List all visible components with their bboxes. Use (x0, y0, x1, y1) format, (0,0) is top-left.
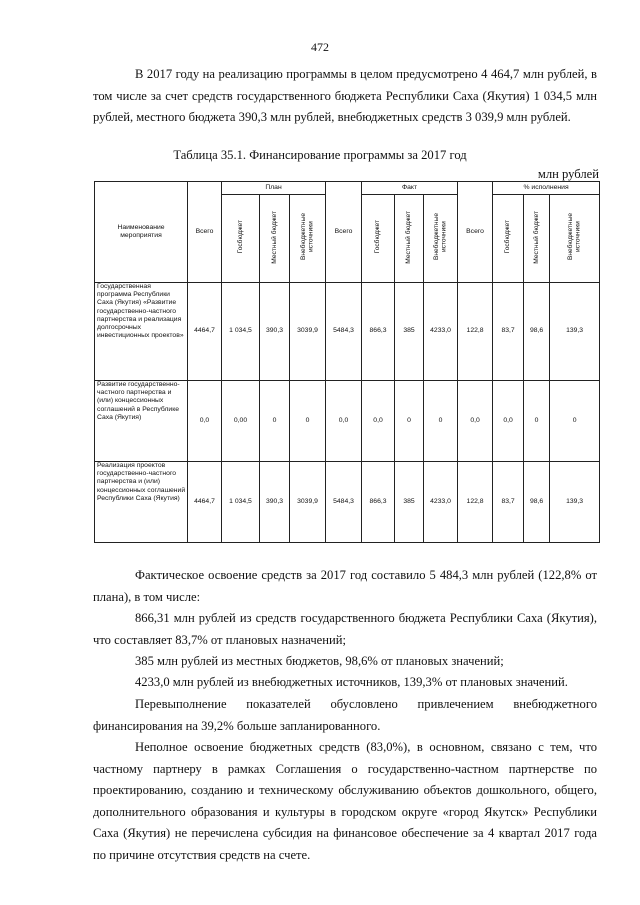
cell-value: 3039,9 (290, 462, 326, 543)
cell-value: 0 (260, 381, 290, 462)
header-plan-extra: Внебюджетные источники (290, 195, 326, 283)
header-fact: Факт (362, 182, 458, 195)
header-plan: План (222, 182, 326, 195)
cell-value: 1 034,5 (222, 283, 260, 381)
row-name: Развитие государственно-частного партнерства и (или) концессионных соглашений в Республике Саха (Якутия) (95, 381, 188, 462)
cell-value: 0,0 (326, 381, 362, 462)
cell-value: 1 034,5 (222, 462, 260, 543)
cell-value: 0 (395, 381, 424, 462)
cell-value: 385 (395, 283, 424, 381)
body-paragraph-local-budget: 385 млн рублей из местных бюджетов, 98,6% от плановых значений; (135, 654, 504, 668)
header-plan-local: Местный бюджет (260, 195, 290, 283)
table-units: млн рублей (537, 167, 599, 181)
cell-value: 98,6 (524, 283, 550, 381)
cell-value: 5484,3 (326, 283, 362, 381)
intro-paragraph: В 2017 году на реализацию программы в целом предусмотрено 4 464,7 млн рублей, в том числе за счет средств государственного бюджета Республики Саха (Якутия) 1 034,5 млн рублей, местного бюджета 390,3 млн рублей, внебюджетных средств 3 039,9 млн рублей. (93, 67, 597, 124)
cell-value: 866,3 (362, 283, 395, 381)
body-paragraph-state-budget: 866,31 млн рублей из средств государственного бюджета Республики Саха (Якутия), что составляет 83,7% от плановых назначений; (93, 611, 597, 647)
body-paragraph-actual-total: Фактическое освоение средств за 2017 год составило 5 484,3 млн рублей (122,8% от плана), в том числе: (93, 568, 597, 604)
header-percent-total: Всего (458, 182, 493, 283)
cell-value: 5484,3 (326, 462, 362, 543)
cell-value: 122,8 (458, 462, 493, 543)
cell-value: 139,3 (550, 283, 600, 381)
header-name: Наименование мероприятия (95, 182, 188, 283)
table-row (95, 283, 600, 381)
row-name: Государственная программа Республики Саха (Якутия) «Развитие государственно-частного партнерства и реализация долгосрочных инвестиционных проектов» (95, 283, 188, 381)
header-percent-extra: Внебюджетные источники (550, 195, 600, 283)
cell-value: 139,3 (550, 462, 600, 543)
table-row (95, 381, 600, 462)
body-paragraph-extra-budget: 4233,0 млн рублей из внебюджетных источников, 139,3% от плановых значений. (135, 675, 568, 689)
header-fact-local: Местный бюджет (395, 195, 424, 283)
body-paragraph-underspending: Неполное освоение бюджетных средств (83,0%), в основном, связано с тем, что частному партнеру в рамках Соглашения о государственно-частном партнерстве по проектированию, созданию и техническому обслуживанию объектов дошкольного, общего, дополнительного образования и культуры в городском округе «город Якутск» Республики Саха (Якутия) не перечислена субсидия на финансовое обеспечение за 4 квартал 2017 года по причине отсутствия средств на счете. (93, 740, 597, 862)
header-plan-total: Всего (188, 182, 222, 283)
cell-value: 0 (290, 381, 326, 462)
header-percent: % исполнения (493, 182, 600, 195)
cell-value: 4233,0 (424, 462, 458, 543)
cell-value: 0 (424, 381, 458, 462)
cell-value: 98,6 (524, 462, 550, 543)
header-fact-total: Всего (326, 182, 362, 283)
financing-table (94, 181, 600, 543)
cell-value: 0 (524, 381, 550, 462)
cell-value: 122,8 (458, 283, 493, 381)
cell-value: 3039,9 (290, 283, 326, 381)
cell-value: 83,7 (493, 462, 524, 543)
cell-value: 0,0 (188, 381, 222, 462)
header-percent-local: Местный бюджет (524, 195, 550, 283)
cell-value: 0 (550, 381, 600, 462)
cell-value: 4233,0 (424, 283, 458, 381)
cell-value: 866,3 (362, 462, 395, 543)
cell-value: 390,3 (260, 283, 290, 381)
header-fact-state: Госбюджет (362, 195, 395, 283)
body-paragraph-overfulfillment: Перевыполнение показателей обусловлено привлечением внебюджетного финансирования на 39,2% больше запланированного. (93, 697, 597, 733)
cell-value: 0,0 (458, 381, 493, 462)
cell-value: 0,0 (362, 381, 395, 462)
cell-value: 4464,7 (188, 283, 222, 381)
cell-value: 0,0 (493, 381, 524, 462)
header-fact-extra: Внебюджетные источники (424, 195, 458, 283)
page-number: 472 (311, 40, 329, 54)
cell-value: 385 (395, 462, 424, 543)
row-name: Реализация проектов государственно-частного партнерства и (или) концессионных соглашений Республики Саха (Якутия) (95, 462, 188, 543)
table-row (95, 462, 600, 543)
cell-value: 4464,7 (188, 462, 222, 543)
cell-value: 83,7 (493, 283, 524, 381)
header-percent-state: Госбюджет (493, 195, 524, 283)
table-caption: Таблица 35.1. Финансирование программы за 2017 год (173, 148, 467, 162)
cell-value: 390,3 (260, 462, 290, 543)
cell-value: 0,00 (222, 381, 260, 462)
header-plan-state: Госбюджет (222, 195, 260, 283)
